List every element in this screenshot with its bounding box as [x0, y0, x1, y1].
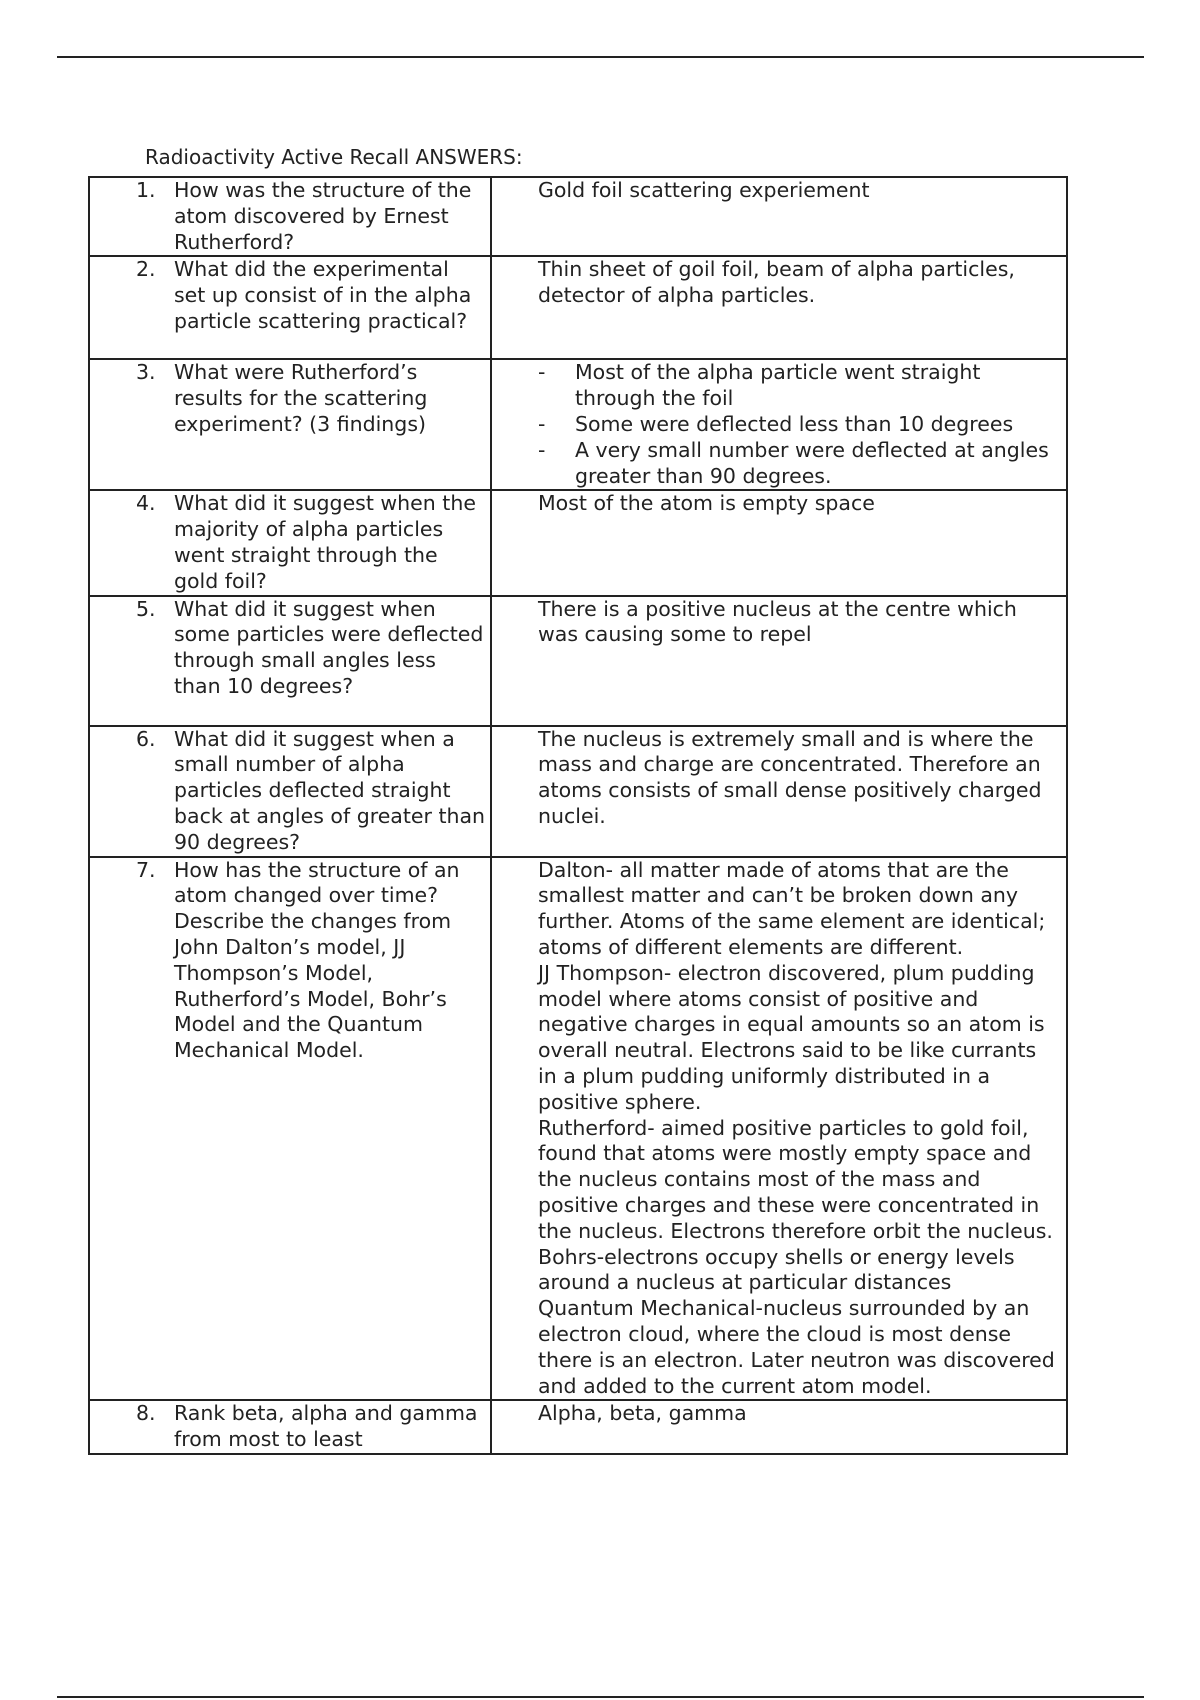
table-row — [89, 596, 1067, 726]
question-number: 1. — [136, 178, 156, 202]
answer-text: There is a positive nucleus at the centre which was causing some to repel — [538, 596, 1017, 647]
question-cell — [89, 490, 491, 595]
answer-cell — [491, 177, 1067, 256]
question-text: What did it suggest when a small number of alpha particles deflected straight back at angles of greater than 90 degrees? — [174, 726, 486, 854]
answer-text: Thin sheet of goil foil, beam of alpha particles, detector of alpha particles. — [538, 257, 1015, 308]
question-cell — [89, 1400, 491, 1454]
question-cell — [89, 359, 491, 490]
question-number: 4. — [136, 491, 156, 516]
qa-table — [88, 176, 1068, 1455]
question-text: What did it suggest when the majority of alpha particles went straight through the gold foil? — [174, 491, 476, 593]
footer-rule — [57, 1696, 1144, 1698]
question-number: 2. — [136, 257, 156, 282]
document-title: Radioactivity Active Recall ANSWERS: — [145, 145, 523, 169]
list-item: - A very small number were deflected at angles greater than 90 degrees. — [538, 438, 1058, 490]
question-text: Rank beta, alpha and gamma from most to least — [174, 1401, 478, 1452]
question-cell — [89, 256, 491, 359]
question-number: 5. — [136, 596, 156, 621]
answer-cell — [491, 359, 1067, 490]
question-number: 7. — [136, 857, 156, 882]
table-row — [89, 177, 1067, 256]
list-item: - Some were deflected less than 10 degrees — [538, 412, 1058, 438]
answer-paragraph: Dalton- all matter made of atoms that are the smallest matter and can’t be broken down any further. Atoms of the same element are identical; atoms of different elements are different. — [538, 857, 1046, 959]
answer-paragraph: Bohrs-electrons occupy shells or energy levels around a nucleus at particular distances — [538, 1244, 1015, 1295]
question-text: How has the structure of an atom changed over time? Describe the changes from John Dalton’s model, JJ Thompson’s Model, Rutherford’s Model, Bohr’s Model and the Quantum Mechanical Model. — [174, 857, 460, 1063]
answer-paragraph: JJ Thompson- electron discovered, plum pudding model where atoms consist of positive and negative charges in equal amounts so an atom is overall neutral. Electrons said to be like currants in a plum pudding uniformly distributed in a positive sphere. — [538, 960, 1045, 1114]
question-number: 8. — [136, 1401, 156, 1426]
question-cell — [89, 726, 491, 857]
answer-cell — [491, 1400, 1067, 1454]
answer-cell — [491, 857, 1067, 1401]
question-cell — [89, 596, 491, 726]
question-number: 3. — [136, 360, 156, 385]
findings-list — [538, 360, 1058, 489]
list-item: - Most of the alpha particle went straight through the foil — [538, 360, 1058, 412]
answer-cell — [491, 256, 1067, 359]
table-row — [89, 359, 1067, 490]
question-text: What did the experimental set up consist of in the alpha particle scattering practical? — [174, 257, 472, 333]
table-row — [89, 726, 1067, 857]
question-text: What did it suggest when some particles were deflected through small angles less than 10 degrees? — [174, 596, 484, 698]
answer-cell — [491, 490, 1067, 595]
answer-text: Most of the atom is empty space — [538, 491, 875, 516]
table-row — [89, 857, 1067, 1401]
question-number: 6. — [136, 726, 156, 751]
question-text: How was the structure of the atom discovered by Ernest Rutherford? — [174, 178, 472, 254]
answer-paragraph: Rutherford- aimed positive particles to gold foil, found that atoms were mostly empty space and the nucleus contains most of the mass and positive charges and these were concentrated in the nucleus. Electrons therefore orbit the nucleus. — [538, 1115, 1053, 1243]
table-row — [89, 256, 1067, 359]
question-cell — [89, 177, 491, 256]
question-cell — [89, 857, 491, 1401]
answer-cell — [491, 726, 1067, 857]
answer-cell — [491, 596, 1067, 726]
table-row — [89, 490, 1067, 595]
answer-text: Gold foil scattering experiement — [538, 178, 870, 202]
answer-paragraph: Quantum Mechanical-nucleus surrounded by an electron cloud, where the cloud is most dense there is an electron. Later neutron was discovered and added to the current atom model. — [538, 1296, 1055, 1398]
header-rule — [57, 56, 1144, 58]
answer-text: Alpha, beta, gamma — [538, 1401, 747, 1426]
question-text: What were Rutherford’s results for the scattering experiment? (3 findings) — [174, 360, 428, 436]
answer-text: The nucleus is extremely small and is where the mass and charge are concentrated. Therefore an atoms consists of small dense positively charged nuclei. — [538, 726, 1042, 828]
table-row — [89, 1400, 1067, 1454]
